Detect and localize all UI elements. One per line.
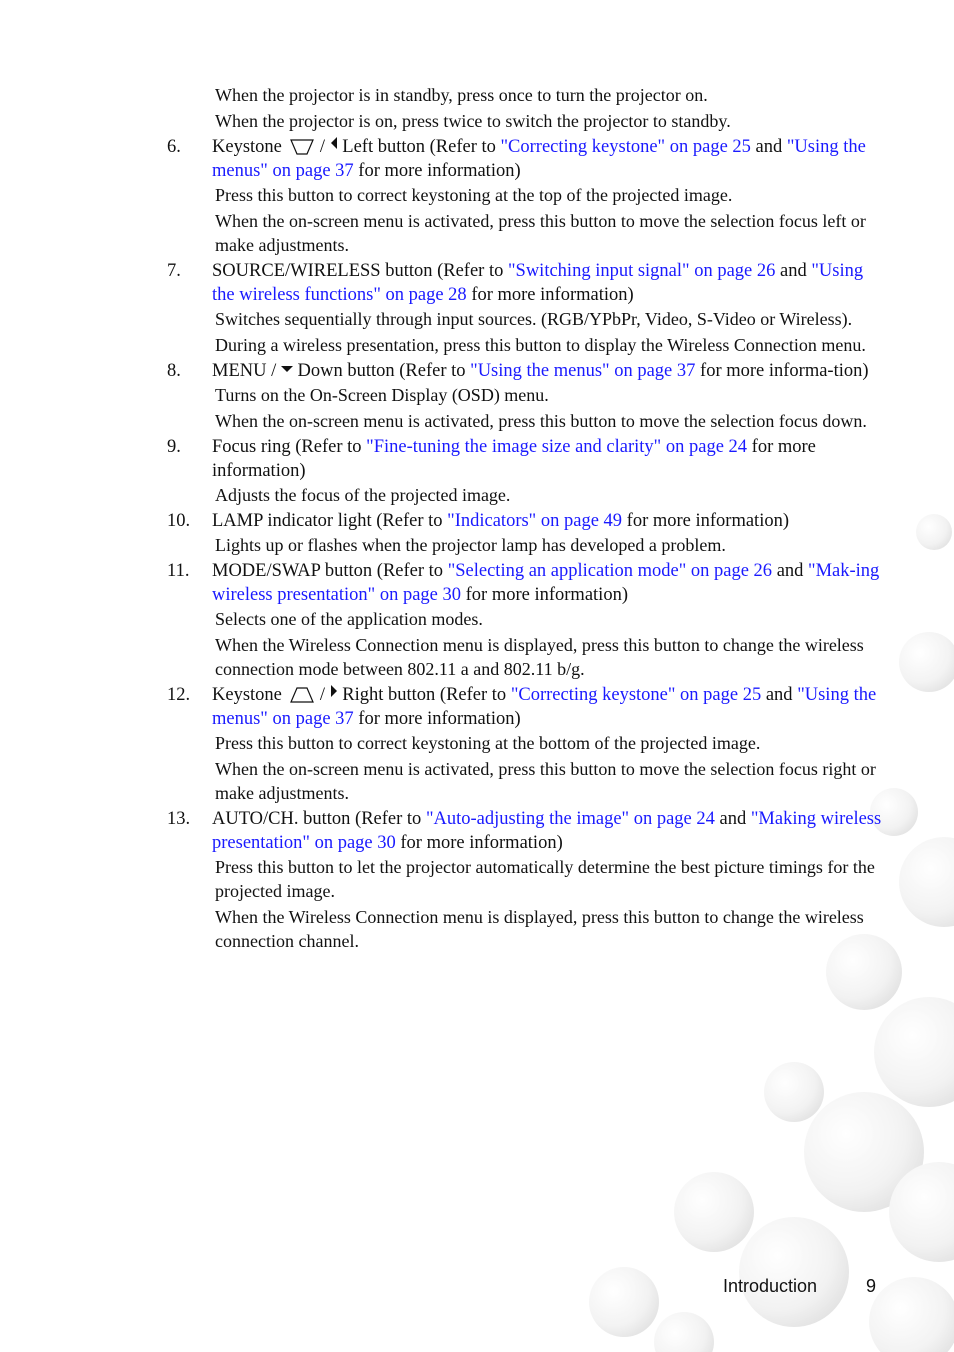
item-paragraph: Adjusts the focus of the projected image. xyxy=(215,485,511,505)
list-item xyxy=(167,509,887,533)
item-number: 7. xyxy=(167,261,181,281)
list-item xyxy=(167,135,887,183)
item-post: for more information) xyxy=(353,709,521,729)
link-using-the-menus[interactable]: "Using the menus" on page 37 xyxy=(212,685,877,729)
item-paragraph: When the on-screen menu is activated, press this button to move the selection focus left or make adjustments. xyxy=(215,211,866,255)
item-number: 11. xyxy=(167,561,190,581)
link-making-wireless-presentation[interactable]: "Making wireless presentation" on page 30 xyxy=(212,809,882,853)
item-paragraph: Lights up or flashes when the projector lamp has developed a problem. xyxy=(215,535,726,555)
document-body xyxy=(167,83,887,955)
item-post: for more information) xyxy=(622,511,789,531)
item-and: and xyxy=(772,561,809,581)
list-item xyxy=(167,683,887,731)
link-using-the-menus[interactable]: "Using the menus" on page 37 xyxy=(212,137,866,181)
item-paragraph: During a wireless presentation, press this button to display the Wireless Connection menu. xyxy=(215,335,866,355)
item-label: Keystone xyxy=(212,137,282,157)
item-and: and xyxy=(761,685,798,705)
list-item xyxy=(167,807,887,855)
item-label: Keystone xyxy=(212,685,282,705)
item-label: Down button (Refer to xyxy=(297,361,471,381)
keystone-bottom-icon xyxy=(290,687,314,703)
intro-paragraph: When the projector is on, press twice to switch the projector to standby. xyxy=(215,111,731,131)
link-using-the-menus[interactable]: "Using the menus" on page 37 xyxy=(470,361,696,381)
item-post: for more information) xyxy=(353,161,521,181)
item-label: LAMP indicator light (Refer to xyxy=(212,511,448,531)
link-selecting-application-mode[interactable]: "Selecting an application mode" on page 26 xyxy=(447,561,773,581)
item-paragraph: Press this button to let the projector automatically determine the best picture timings for the projected image. xyxy=(215,857,875,901)
link-correcting-keystone[interactable]: "Correcting keystone" on page 25 xyxy=(510,685,762,705)
link-using-wireless-functions[interactable]: "Using the wireless functions" on page 28 xyxy=(212,261,864,305)
link-switching-input-signal[interactable]: "Switching input signal" on page 26 xyxy=(507,261,776,281)
item-and: and xyxy=(775,261,812,281)
item-label: SOURCE/WIRELESS button (Refer to xyxy=(212,261,508,281)
item-paragraph: Turns on the On-Screen Display (OSD) menu. xyxy=(215,385,549,405)
item-paragraph: Selects one of the application modes. xyxy=(215,609,483,629)
item-number: 9. xyxy=(167,437,181,457)
right-arrow-icon xyxy=(330,685,338,697)
item-and: and xyxy=(750,137,787,157)
link-auto-adjusting-image[interactable]: "Auto-adjusting the image" on page 24 xyxy=(425,809,715,829)
item-paragraph: Switches sequentially through input sources. (RGB/YPbPr, Video, S-Video or Wireless). xyxy=(215,309,853,329)
left-arrow-icon xyxy=(330,137,338,149)
item-paragraph: When the on-screen menu is activated, press this button to move the selection focus down. xyxy=(215,411,867,431)
item-post: for more information) xyxy=(466,285,634,305)
item-number: 8. xyxy=(167,361,181,381)
item-post: for more information) xyxy=(395,833,563,853)
item-and: and xyxy=(714,809,751,829)
down-arrow-icon xyxy=(281,365,293,373)
item-number: 6. xyxy=(167,137,181,157)
item-label: Left button (Refer to xyxy=(342,137,501,157)
item-label: MENU / xyxy=(212,361,277,381)
item-separator: / xyxy=(319,137,326,157)
item-label: MODE/SWAP button (Refer to xyxy=(212,561,448,581)
link-correcting-keystone[interactable]: "Correcting keystone" on page 25 xyxy=(500,137,751,157)
list-item xyxy=(167,359,887,383)
list-item xyxy=(167,259,887,307)
item-paragraph: When the on-screen menu is activated, press this button to move the selection focus right or make adjustments. xyxy=(215,759,876,803)
intro-paragraph: When the projector is in standby, press once to turn the projector on. xyxy=(215,85,708,105)
item-label: AUTO/CH. button (Refer to xyxy=(212,809,426,829)
keystone-top-icon xyxy=(290,139,314,155)
item-paragraph: When the Wireless Connection menu is displayed, press this button to change the wireless connection mode between 802.11 a and 802.11 b/g. xyxy=(215,635,864,679)
footer-section-title: Introduction xyxy=(723,1276,818,1296)
list-item xyxy=(167,435,887,483)
list-item xyxy=(167,559,887,607)
item-paragraph: Press this button to correct keystoning at the top of the projected image. xyxy=(215,185,733,205)
item-label: Focus ring (Refer to xyxy=(212,437,367,457)
item-number: 13. xyxy=(167,809,191,829)
item-paragraph: Press this button to correct keystoning at the bottom of the projected image. xyxy=(215,733,761,753)
item-number: 10. xyxy=(167,511,191,531)
link-indicators[interactable]: "Indicators" on page 49 xyxy=(447,511,623,531)
item-post: for more informa-tion) xyxy=(695,361,869,381)
item-number: 12. xyxy=(167,685,191,705)
item-label: Right button (Refer to xyxy=(342,685,511,705)
item-post: for more information) xyxy=(212,437,816,481)
link-fine-tuning-image[interactable]: "Fine-tuning the image size and clarity" on page 24 xyxy=(366,437,748,457)
item-post: for more information) xyxy=(461,585,628,605)
item-paragraph: When the Wireless Connection menu is displayed, press this button to change the wireless connection channel. xyxy=(215,907,864,951)
link-making-wireless-presentation[interactable]: "Mak-ing wireless presentation" on page 30 xyxy=(212,561,880,605)
footer-page-number: 9 xyxy=(866,1276,877,1296)
item-separator: / xyxy=(319,685,326,705)
